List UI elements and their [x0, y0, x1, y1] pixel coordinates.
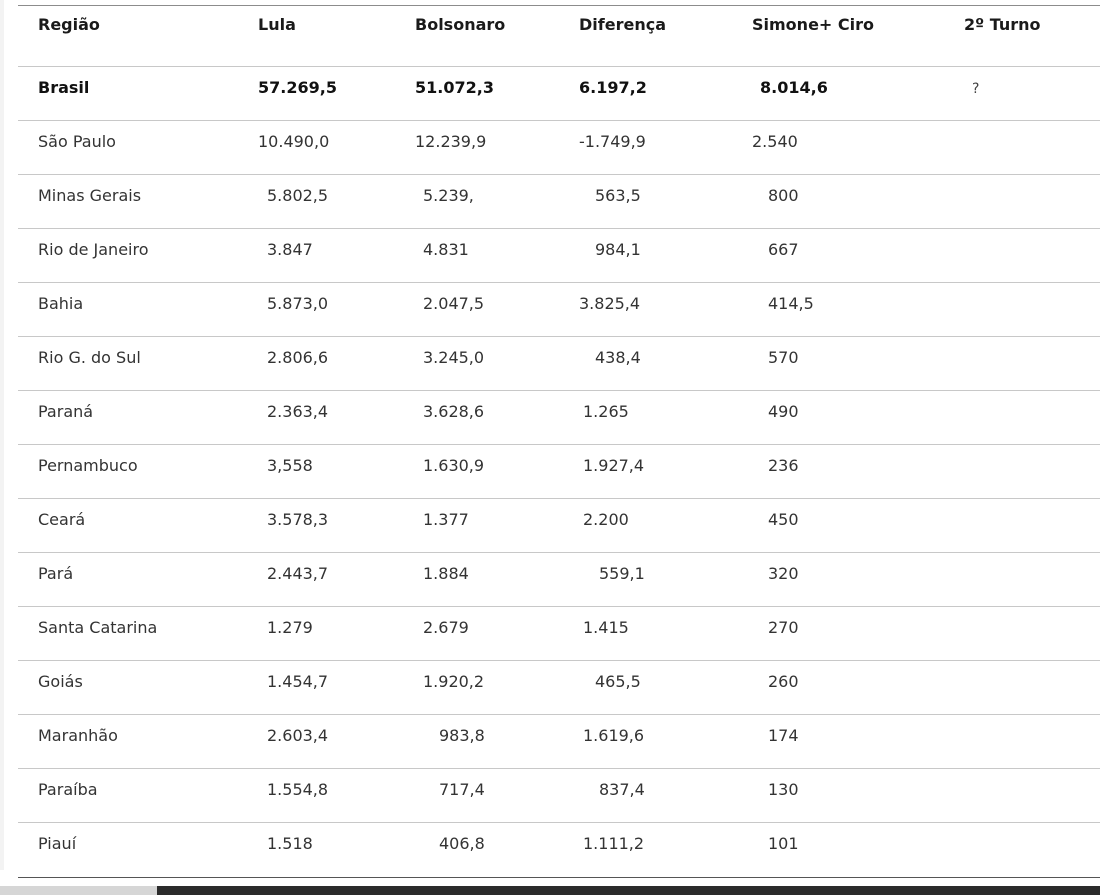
cell-region: Piauí: [18, 823, 238, 878]
cell-lula: 57.269,5: [238, 67, 395, 121]
cell-bolsonaro: 51.072,3: [395, 67, 559, 121]
cell-region: Minas Gerais: [18, 175, 238, 229]
table-row: [18, 229, 1100, 283]
cell-region: Ceará: [18, 499, 238, 553]
cell-region: Brasil: [18, 67, 238, 121]
cell-bolsonaro: 2.047,5: [395, 283, 559, 337]
scrollbar-track-left[interactable]: [0, 886, 157, 895]
cell-simone-ciro: 450: [732, 499, 944, 553]
cell-simone-ciro: 270: [732, 607, 944, 661]
header-diferenca: Diferença: [559, 6, 732, 67]
cell-lula: 2.806,6: [238, 337, 395, 391]
table-row: [18, 337, 1100, 391]
cell-segundo-turno: [944, 229, 1100, 283]
table-row: [18, 715, 1100, 769]
cell-segundo-turno: [944, 391, 1100, 445]
table-row: [18, 661, 1100, 715]
cell-bolsonaro: 983,8: [395, 715, 559, 769]
cell-diferenca: 1.111,2: [559, 823, 732, 878]
cell-region: Rio de Janeiro: [18, 229, 238, 283]
cell-region: Pará: [18, 553, 238, 607]
header-bolsonaro: Bolsonaro: [395, 6, 559, 67]
cell-bolsonaro: 406,8: [395, 823, 559, 878]
header-simone-ciro: Simone+ Ciro: [732, 6, 944, 67]
cell-simone-ciro: 236: [732, 445, 944, 499]
cell-lula: 5.802,5: [238, 175, 395, 229]
cell-region: Santa Catarina: [18, 607, 238, 661]
cell-segundo-turno: [944, 283, 1100, 337]
header-segundo-turno: 2º Turno: [944, 6, 1100, 67]
cell-diferenca: 1.265: [559, 391, 732, 445]
header-regiao: Região: [18, 6, 238, 67]
cell-diferenca: 1.927,4: [559, 445, 732, 499]
cell-segundo-turno: [944, 661, 1100, 715]
table-row: [18, 607, 1100, 661]
cell-simone-ciro: 2.540: [732, 121, 944, 175]
cell-diferenca: 563,5: [559, 175, 732, 229]
horizontal-scrollbar[interactable]: [0, 886, 1100, 895]
cell-region: Bahia: [18, 283, 238, 337]
cell-diferenca: 837,4: [559, 769, 732, 823]
cell-lula: 2.443,7: [238, 553, 395, 607]
cell-simone-ciro: 667: [732, 229, 944, 283]
total-row: [18, 67, 1100, 121]
cell-lula: 10.490,0: [238, 121, 395, 175]
cell-lula: 1.454,7: [238, 661, 395, 715]
cell-simone-ciro: 174: [732, 715, 944, 769]
cell-segundo-turno: [944, 769, 1100, 823]
cell-diferenca: 1.619,6: [559, 715, 732, 769]
cell-diferenca: 2.200: [559, 499, 732, 553]
cell-lula: 1.518: [238, 823, 395, 878]
cell-diferenca: -1.749,9: [559, 121, 732, 175]
table-row: [18, 823, 1100, 878]
page-edge: [0, 0, 4, 870]
cell-region: Maranhão: [18, 715, 238, 769]
cell-simone-ciro: 320: [732, 553, 944, 607]
cell-segundo-turno: [944, 175, 1100, 229]
cell-diferenca: 438,4: [559, 337, 732, 391]
cell-diferenca: 465,5: [559, 661, 732, 715]
table-row: [18, 499, 1100, 553]
cell-bolsonaro: 1.377: [395, 499, 559, 553]
results-table: [18, 6, 1100, 878]
cell-simone-ciro: 570: [732, 337, 944, 391]
cell-diferenca: 984,1: [559, 229, 732, 283]
cell-lula: 1.554,8: [238, 769, 395, 823]
cell-lula: 3.847: [238, 229, 395, 283]
cell-lula: 3,558: [238, 445, 395, 499]
cell-bolsonaro: 3.245,0: [395, 337, 559, 391]
cell-simone-ciro: 260: [732, 661, 944, 715]
cell-bolsonaro: 1.920,2: [395, 661, 559, 715]
cell-diferenca: 3.825,4: [559, 283, 732, 337]
cell-segundo-turno: [944, 607, 1100, 661]
results-table-container: [18, 5, 1100, 878]
header-row: [18, 6, 1100, 67]
cell-region: Goiás: [18, 661, 238, 715]
cell-bolsonaro: 12.239,9: [395, 121, 559, 175]
cell-simone-ciro: 101: [732, 823, 944, 878]
cell-segundo-turno: [944, 823, 1100, 878]
cell-segundo-turno: [944, 553, 1100, 607]
cell-region: Pernambuco: [18, 445, 238, 499]
cell-simone-ciro-value: 8.014,6: [760, 78, 828, 97]
cell-lula: 3.578,3: [238, 499, 395, 553]
cell-diferenca: 6.197,2: [559, 67, 732, 121]
cell-segundo-turno: [944, 121, 1100, 175]
header-lula: Lula: [238, 6, 395, 67]
table-row: [18, 769, 1100, 823]
cell-bolsonaro: 1.630,9: [395, 445, 559, 499]
cell-lula: 5.873,0: [238, 283, 395, 337]
cell-segundo-turno-value: ?: [972, 81, 980, 97]
table-row: [18, 553, 1100, 607]
cell-simone-ciro: 490: [732, 391, 944, 445]
cell-bolsonaro: 1.884: [395, 553, 559, 607]
cell-segundo-turno: [944, 337, 1100, 391]
table-row: [18, 175, 1100, 229]
table-row: [18, 121, 1100, 175]
cell-simone-ciro: 414,5: [732, 283, 944, 337]
cell-segundo-turno: [944, 445, 1100, 499]
cell-lula: 2.603,4: [238, 715, 395, 769]
table-row: [18, 445, 1100, 499]
cell-diferenca: 1.415: [559, 607, 732, 661]
cell-segundo-turno: [944, 499, 1100, 553]
cell-bolsonaro: 4.831: [395, 229, 559, 283]
cell-bolsonaro: 717,4: [395, 769, 559, 823]
cell-region: Paraná: [18, 391, 238, 445]
cell-region: São Paulo: [18, 121, 238, 175]
cell-segundo-turno: [944, 715, 1100, 769]
cell-bolsonaro: 5.239,: [395, 175, 559, 229]
cell-region: Rio G. do Sul: [18, 337, 238, 391]
cell-simone-ciro: 800: [732, 175, 944, 229]
cell-lula: 1.279: [238, 607, 395, 661]
cell-bolsonaro: 2.679: [395, 607, 559, 661]
cell-region: Paraíba: [18, 769, 238, 823]
cell-simone-ciro: [732, 67, 944, 121]
table-header: [18, 6, 1100, 67]
table-row: [18, 391, 1100, 445]
cell-lula: 2.363,4: [238, 391, 395, 445]
table-row: [18, 283, 1100, 337]
cell-bolsonaro: 3.628,6: [395, 391, 559, 445]
cell-simone-ciro: 130: [732, 769, 944, 823]
table-body: [18, 67, 1100, 878]
cell-segundo-turno: [944, 67, 1100, 121]
cell-diferenca: 559,1: [559, 553, 732, 607]
